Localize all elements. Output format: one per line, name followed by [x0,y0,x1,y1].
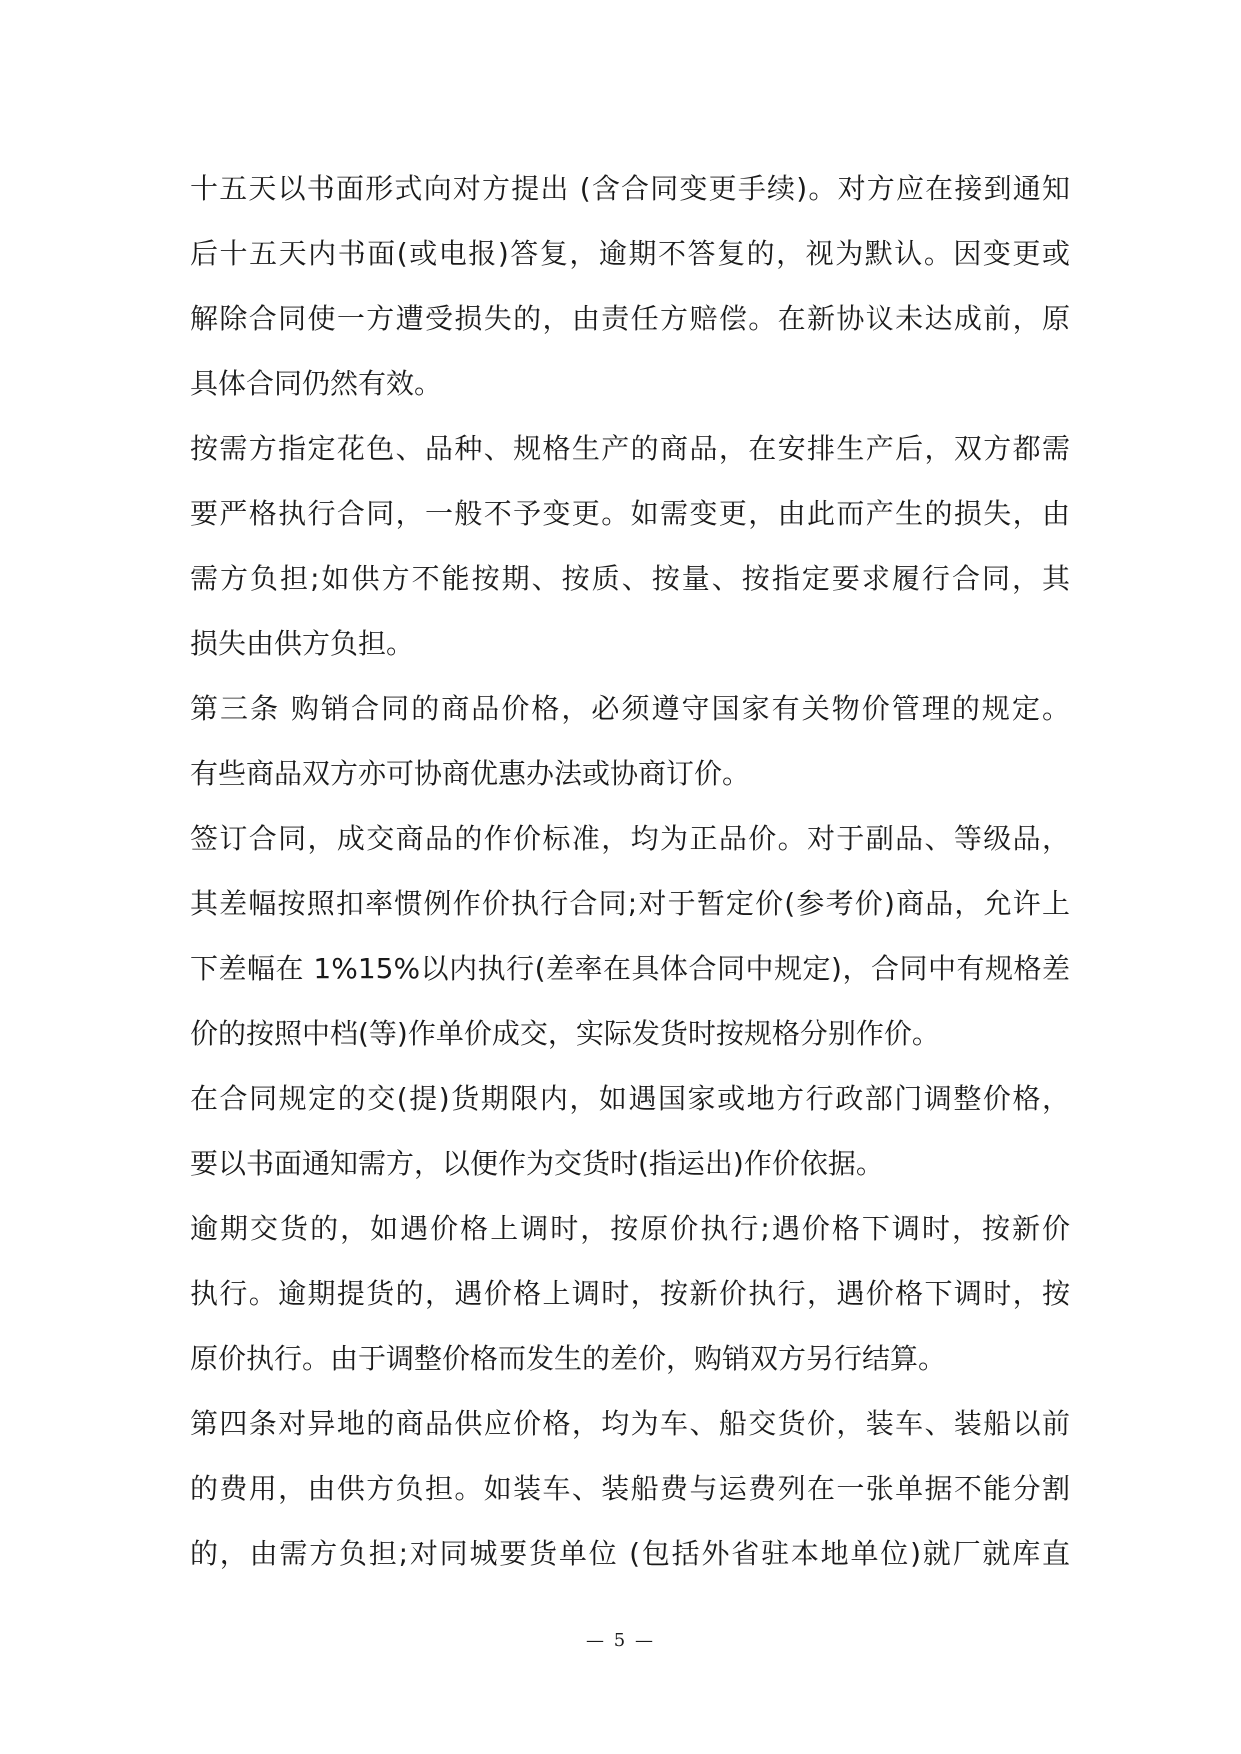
text-line: 签订合同，成交商品的作价标准，均为正品价。对于副品、等级品， [190,822,1070,855]
document-body [190,156,1070,1586]
text-line: 具体合同仍然有效。 [190,367,443,400]
text-line: 损失由供方负担。 [190,627,415,660]
text-line: 的费用，由供方负担。如装车、装船费与运费列在一张单据不能分割 [190,1472,1070,1505]
text-line: 要以书面通知需方，以便作为交货时(指运出)作价依据。 [190,1147,884,1180]
text-line: 执行。逾期提货的，遇价格上调时，按新价执行，遇价格下调时，按 [190,1277,1070,1310]
text-line: 要严格执行合同，一般不予变更。如需变更，由此而产生的损失，由 [190,497,1070,530]
text-line: 在合同规定的交(提)货期限内，如遇国家或地方行政部门调整价格， [190,1082,1070,1115]
text-line: 下差幅在 1%15%以内执行(差率在具体合同中规定)，合同中有规格差 [190,952,1070,985]
text-line: 价的按照中档(等)作单价成交，实际发货时按规格分别作价。 [190,1017,940,1050]
text-line: 的，由需方负担;对同城要货单位 (包括外省驻本地单位)就厂就库直 [190,1537,1070,1570]
text-line: 解除合同使一方遭受损失的，由责任方赔偿。在新协议未达成前，原 [190,302,1070,335]
text-line: 其差幅按照扣率惯例作价执行合同;对于暂定价(参考价)商品，允许上 [190,887,1070,920]
page-number: — 5 — [586,1630,655,1651]
text-line: 原价执行。由于调整价格而发生的差价，购销双方另行结算。 [190,1342,947,1375]
text-line: 第三条 购销合同的商品价格，必须遵守国家有关物价管理的规定。 [190,692,1070,725]
text-line: 十五天以书面形式向对方提出 (含合同变更手续)。对方应在接到通知 [190,172,1070,205]
text-line: 有些商品双方亦可协商优惠办法或协商订价。 [190,757,751,790]
text-line: 后十五天内书面(或电报)答复，逾期不答复的，视为默认。因变更或 [190,237,1070,270]
text-line: 按需方指定花色、品种、规格生产的商品，在安排生产后，双方都需 [190,432,1070,465]
text-line: 第四条对异地的商品供应价格，均为车、船交货价，装车、装船以前 [190,1407,1070,1440]
text-line: 需方负担;如供方不能按期、按质、按量、按指定要求履行合同，其 [190,562,1070,595]
text-line: 逾期交货的，如遇价格上调时，按原价执行;遇价格下调时，按新价 [190,1212,1070,1245]
